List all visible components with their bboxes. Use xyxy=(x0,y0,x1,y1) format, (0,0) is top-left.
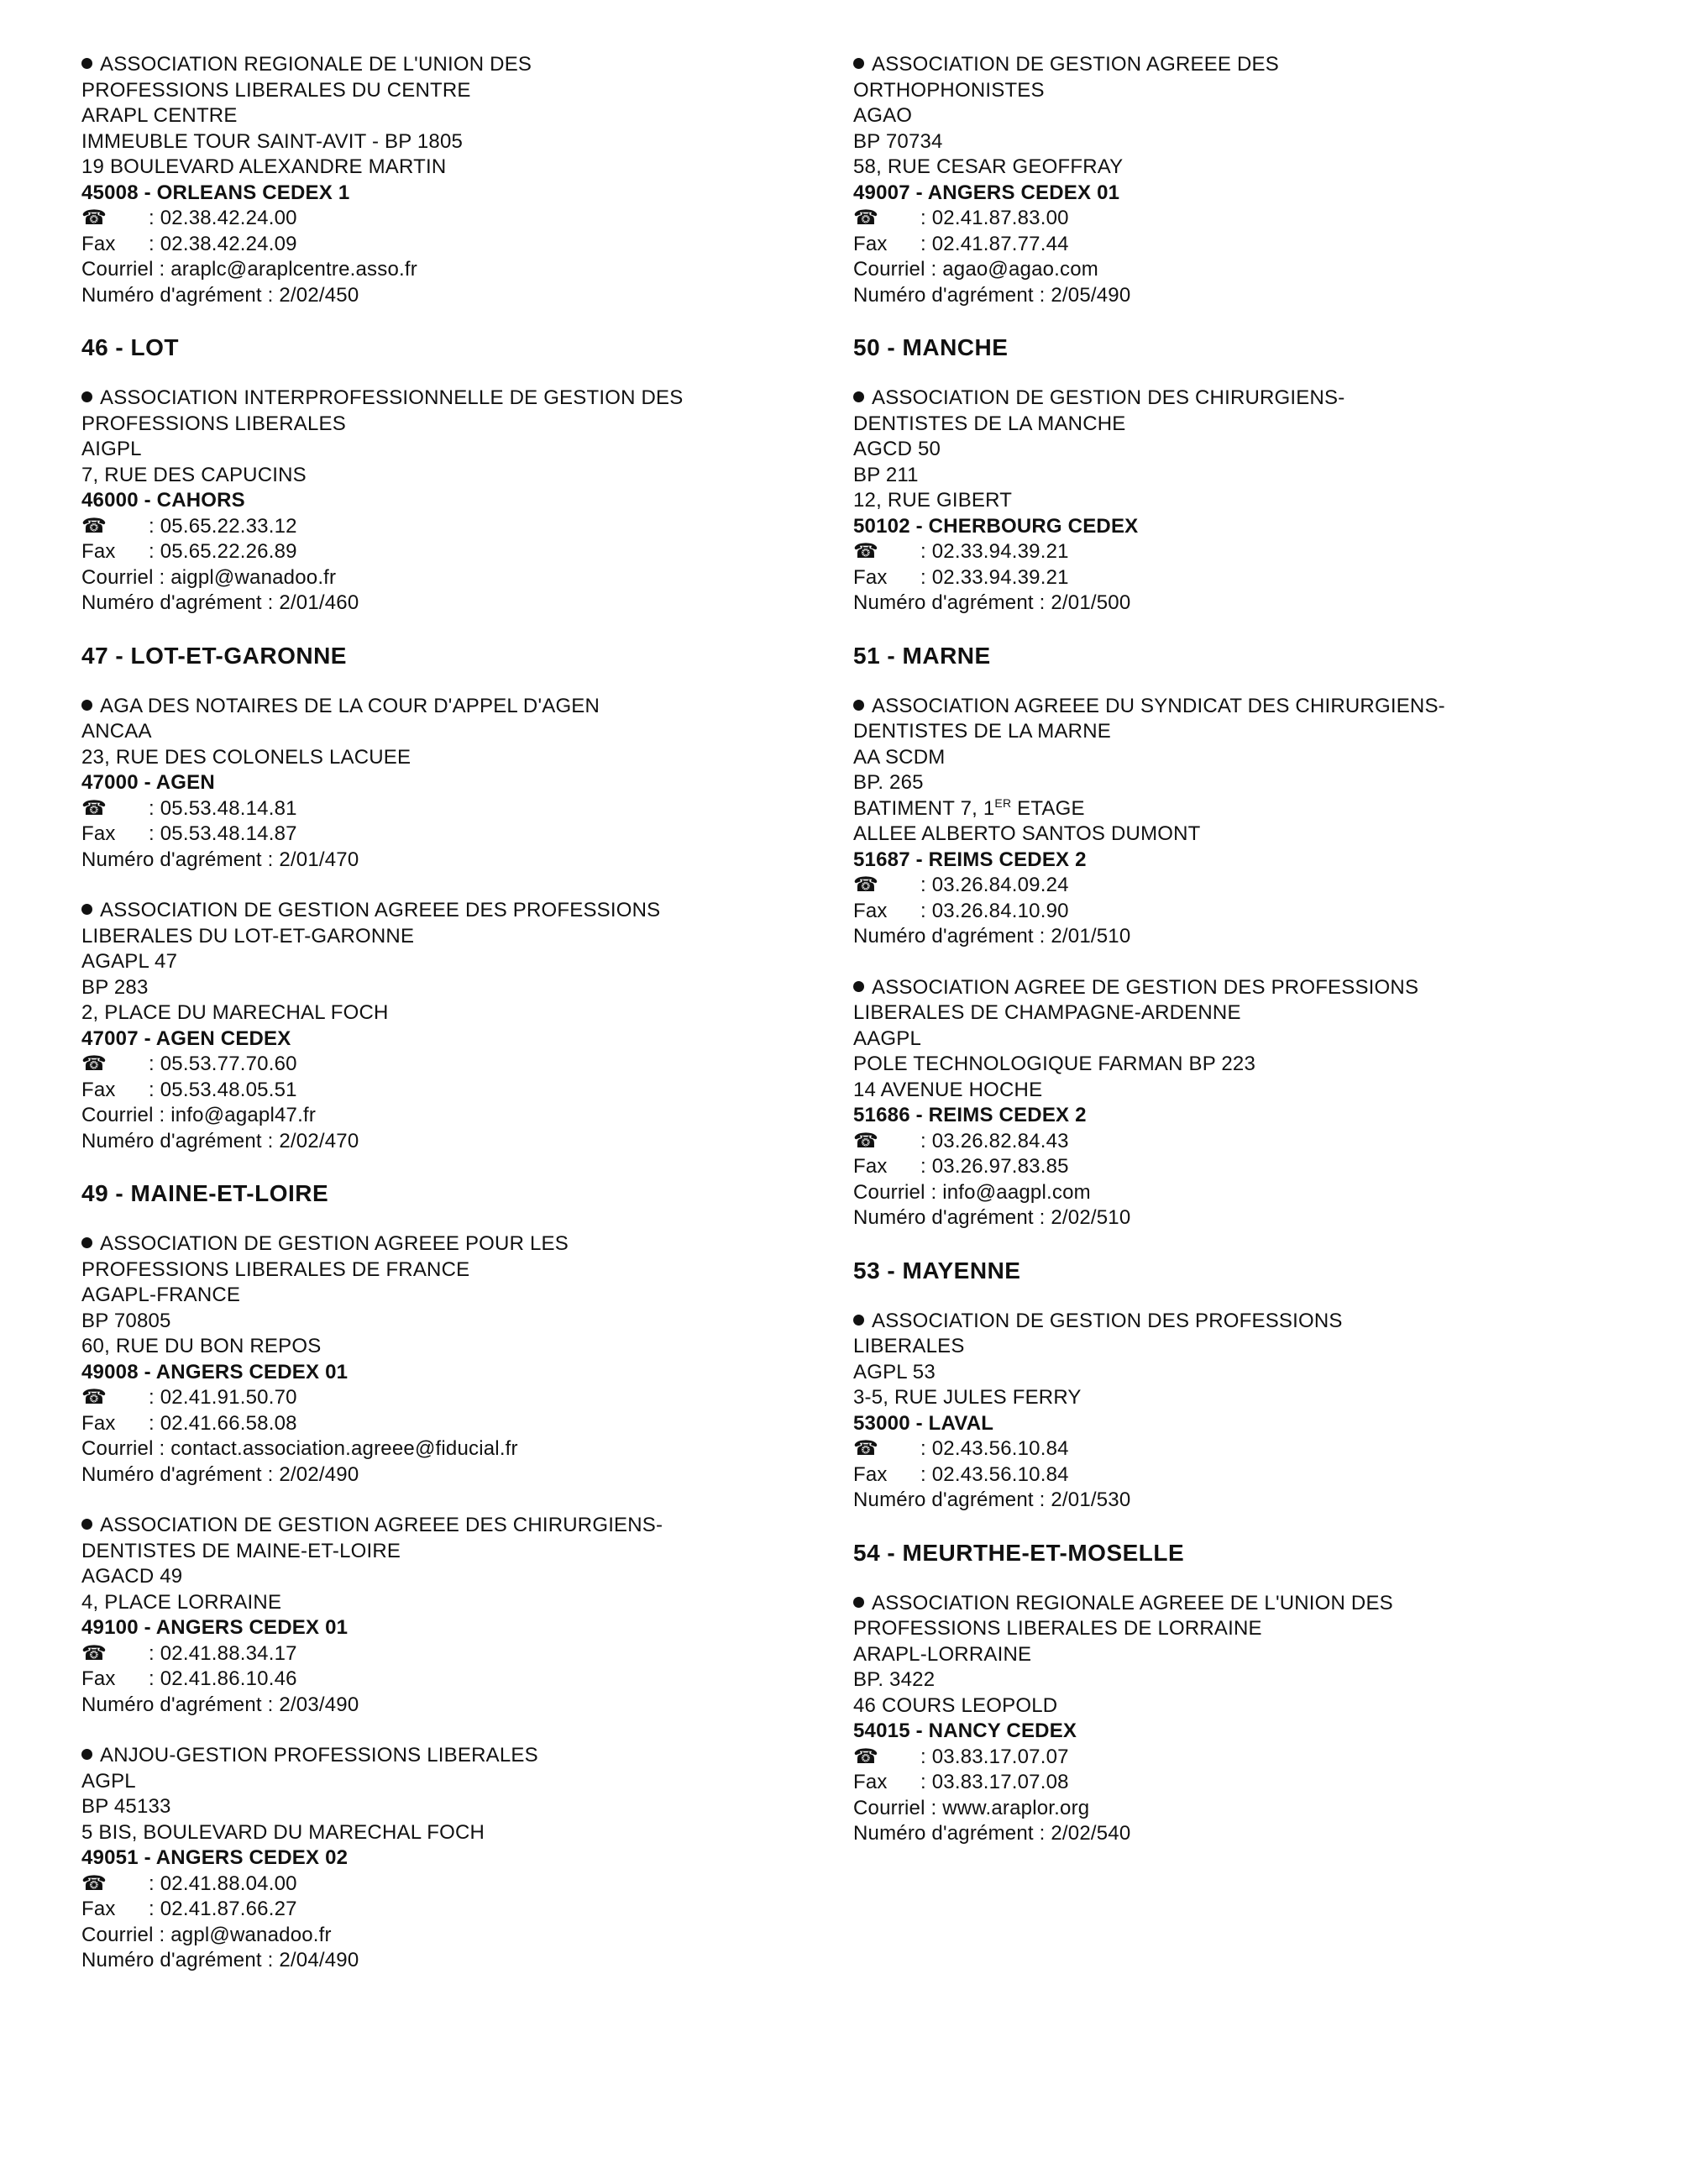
entry-name-line xyxy=(853,1334,1609,1360)
fax-number: : 02.41.66.58.08 xyxy=(149,1411,297,1435)
telephone-icon: ☎ xyxy=(81,1053,107,1075)
entry-name-line xyxy=(81,412,820,438)
address-line: ANCAA xyxy=(81,720,152,743)
fax-label: Fax xyxy=(81,232,116,255)
fax-line xyxy=(81,1078,820,1104)
agrement-line: Numéro d'agrément : 2/05/490 xyxy=(853,283,1131,307)
bullet-icon xyxy=(81,904,92,915)
bullet-icon xyxy=(853,700,864,711)
address-line: AGCD 50 xyxy=(853,438,941,460)
entry-name-text: ANJOU-GESTION PROFESSIONS LIBERALES xyxy=(100,1744,538,1767)
fax-number: : 02.38.42.24.09 xyxy=(149,232,297,255)
fax-line xyxy=(853,899,1609,925)
address-line: BP 70805 xyxy=(81,1309,171,1332)
entry-name-text: PROFESSIONS LIBERALES DE LORRAINE xyxy=(853,1617,1262,1640)
phone-number: : 02.43.56.10.84 xyxy=(920,1437,1069,1460)
directory-entry xyxy=(81,898,820,1154)
entry-name-text: PROFESSIONS LIBERALES DE FRANCE xyxy=(81,1257,470,1281)
address-text: ETAGE xyxy=(1011,796,1085,820)
agrement-line: Numéro d'agrément : 2/01/530 xyxy=(853,1488,1131,1511)
postal-city: 53000 - LAVAL xyxy=(853,1411,994,1435)
directory-entry xyxy=(853,52,1609,308)
entry-name-line xyxy=(853,1616,1609,1642)
address-line: 3-5, RUE JULES FERRY xyxy=(853,1386,1082,1409)
phone-number: : 02.41.91.50.70 xyxy=(149,1386,297,1409)
fax-label: Fax xyxy=(81,1078,116,1101)
fax-label: Fax xyxy=(81,1411,116,1435)
postal-city: 46000 - CAHORS xyxy=(81,489,245,512)
fax-label: Fax xyxy=(853,232,888,255)
fax-number: : 02.43.56.10.84 xyxy=(920,1462,1069,1486)
address-line: ARAPL CENTRE xyxy=(81,104,238,127)
fax-number: : 02.41.87.77.44 xyxy=(920,232,1069,255)
postal-city: 49008 - ANGERS CEDEX 01 xyxy=(81,1360,349,1383)
phone-number: : 02.41.88.34.17 xyxy=(149,1641,297,1665)
entry-name-text: ASSOCIATION REGIONALE DE L'UNION DES xyxy=(100,53,532,76)
fax-line xyxy=(81,1667,820,1693)
address-line: BP 45133 xyxy=(81,1795,171,1818)
entry-name-text: ASSOCIATION REGIONALE AGREEE DE L'UNION DES xyxy=(872,1591,1393,1614)
entry-name-text: ASSOCIATION DE GESTION DES PROFESSIONS xyxy=(872,1309,1343,1332)
entry-name-line xyxy=(81,1231,820,1257)
entry-name-line xyxy=(81,898,820,924)
entry-name-text: AGA DES NOTAIRES DE LA COUR D'APPEL D'AGEN xyxy=(100,694,600,717)
phone-line xyxy=(853,873,1609,899)
directory-entry xyxy=(853,1309,1609,1514)
entry-name-text: ASSOCIATION DE GESTION AGREEE DES xyxy=(872,53,1279,76)
telephone-icon: ☎ xyxy=(853,1745,879,1768)
entry-name-text: ASSOCIATION DE GESTION AGREEE DES PROFESSIONS xyxy=(100,899,661,921)
left-column xyxy=(81,52,820,1999)
bullet-icon xyxy=(853,1597,864,1608)
phone-line xyxy=(853,1436,1609,1462)
bullet-icon xyxy=(853,981,864,992)
section-title: 46 - LOT xyxy=(81,334,180,360)
telephone-icon: ☎ xyxy=(81,207,107,229)
address-line xyxy=(853,796,1609,822)
agrement-line: Numéro d'agrément : 2/03/490 xyxy=(81,1693,359,1716)
agrement-line: Numéro d'agrément : 2/02/450 xyxy=(81,283,359,307)
entry-name-text: DENTISTES DE LA MANCHE xyxy=(853,412,1126,435)
directory-entry xyxy=(853,386,1609,617)
entry-name-text: LIBERALES DE CHAMPAGNE-ARDENNE xyxy=(853,1001,1241,1024)
address-line: AA SCDM xyxy=(853,745,946,769)
entry-name-line xyxy=(853,1000,1609,1026)
fax-line xyxy=(853,1154,1609,1180)
address-line: BP 283 xyxy=(81,975,149,999)
phone-number: : 02.33.94.39.21 xyxy=(920,540,1069,563)
section-title: 53 - MAYENNE xyxy=(853,1257,1021,1284)
telephone-icon: ☎ xyxy=(853,1437,879,1460)
fax-line xyxy=(81,1411,820,1437)
address-line: 5 BIS, BOULEVARD DU MARECHAL FOCH xyxy=(81,1820,485,1844)
entry-name-line xyxy=(853,386,1609,412)
entry-name-text: ASSOCIATION AGREE DE GESTION DES PROFESSIONS xyxy=(872,975,1419,999)
telephone-icon: ☎ xyxy=(81,796,107,820)
fax-label: Fax xyxy=(81,1898,116,1920)
email-line: Courriel : agao@agao.com xyxy=(853,258,1098,281)
address-text: BATIMENT 7, 1 xyxy=(853,796,995,820)
phone-number: : 05.53.77.70.60 xyxy=(149,1053,297,1075)
phone-number: : 05.65.22.33.12 xyxy=(149,514,297,538)
telephone-icon: ☎ xyxy=(853,207,879,229)
fax-label: Fax xyxy=(853,899,888,922)
phone-line xyxy=(853,539,1609,565)
entry-name-line xyxy=(81,386,820,412)
entry-name-line xyxy=(81,78,820,104)
email-line: Courriel : contact.association.agreee@fiducial.fr xyxy=(81,1437,518,1460)
bullet-icon xyxy=(81,1237,92,1248)
address-line: AGPL xyxy=(81,1769,136,1793)
directory-entry xyxy=(81,386,820,617)
telephone-icon: ☎ xyxy=(81,1641,107,1665)
address-line: AGACD 49 xyxy=(81,1565,183,1588)
address-line: 19 BOULEVARD ALEXANDRE MARTIN xyxy=(81,155,447,178)
entry-name-line xyxy=(853,975,1609,1001)
address-line: 2, PLACE DU MARECHAL FOCH xyxy=(81,1001,389,1024)
address-line: AGAPL 47 xyxy=(81,950,178,973)
address-line: BP 211 xyxy=(853,463,919,486)
entry-name-text: LIBERALES xyxy=(853,1335,965,1357)
agrement-line: Numéro d'agrément : 2/02/510 xyxy=(853,1206,1131,1229)
agrement-line: Numéro d'agrément : 2/01/500 xyxy=(853,591,1131,614)
agrement-line: Numéro d'agrément : 2/04/490 xyxy=(81,1949,359,1971)
fax-number: : 05.53.48.05.51 xyxy=(149,1078,297,1101)
phone-line xyxy=(853,1745,1609,1771)
fax-label: Fax xyxy=(81,540,116,563)
entry-name-text: LIBERALES DU LOT-ET-GARONNE xyxy=(81,924,415,948)
postal-city: 50102 - CHERBOURG CEDEX xyxy=(853,514,1139,538)
postal-city: 51686 - REIMS CEDEX 2 xyxy=(853,1104,1087,1126)
phone-line xyxy=(81,796,820,822)
phone-number: : 03.26.84.09.24 xyxy=(920,874,1069,896)
phone-line xyxy=(81,1872,820,1898)
fax-label: Fax xyxy=(853,565,888,589)
bullet-icon xyxy=(853,1315,864,1326)
email-line: Courriel : araplc@araplcentre.asso.fr xyxy=(81,258,417,281)
fax-label: Fax xyxy=(853,1155,888,1178)
bullet-icon xyxy=(81,1749,92,1760)
address-line: ALLEE ALBERTO SANTOS DUMONT xyxy=(853,822,1201,845)
entry-name-line xyxy=(81,52,820,78)
fax-line xyxy=(81,1897,820,1923)
phone-number: : 03.26.82.84.43 xyxy=(920,1129,1069,1152)
fax-line xyxy=(853,1462,1609,1488)
address-line: BP 70734 xyxy=(853,129,943,153)
fax-number: : 03.83.17.07.08 xyxy=(920,1771,1069,1793)
address-line: AIGPL xyxy=(81,438,142,460)
email-line: Courriel : info@aagpl.com xyxy=(853,1180,1091,1204)
entry-name-line xyxy=(853,694,1609,720)
fax-label: Fax xyxy=(853,1771,888,1793)
agrement-line: Numéro d'agrément : 2/02/490 xyxy=(81,1462,359,1486)
entry-name-text: ASSOCIATION AGREEE DU SYNDICAT DES CHIRURGIENS- xyxy=(872,694,1445,717)
telephone-icon: ☎ xyxy=(853,874,879,896)
address-line: 14 AVENUE HOCHE xyxy=(853,1078,1043,1101)
entry-name-line xyxy=(81,694,820,720)
entry-name-text: DENTISTES DE LA MARNE xyxy=(853,720,1111,743)
postal-city: 54015 - NANCY CEDEX xyxy=(853,1719,1077,1742)
fax-number: : 03.26.97.83.85 xyxy=(920,1155,1069,1178)
fax-number: : 02.41.87.66.27 xyxy=(149,1898,297,1920)
agrement-line: Numéro d'agrément : 2/01/510 xyxy=(853,925,1131,948)
address-line: ARAPL-LORRAINE xyxy=(853,1642,1032,1666)
address-line: IMMEUBLE TOUR SAINT-AVIT - BP 1805 xyxy=(81,129,464,153)
fax-line xyxy=(853,1770,1609,1796)
section-title: 50 - MANCHE xyxy=(853,334,1009,360)
address-line: 7, RUE DES CAPUCINS xyxy=(81,463,307,486)
entry-name-text: PROFESSIONS LIBERALES xyxy=(81,412,346,435)
address-line: 23, RUE DES COLONELS LACUEE xyxy=(81,745,411,769)
phone-line xyxy=(81,1641,820,1667)
address-line: 12, RUE GIBERT xyxy=(853,489,1013,512)
address-line: BP. 3422 xyxy=(853,1668,936,1691)
entry-name-text: ASSOCIATION DE GESTION DES CHIRURGIENS- xyxy=(872,386,1345,409)
directory-entry xyxy=(853,694,1609,950)
fax-label: Fax xyxy=(81,1667,116,1690)
entry-name-line xyxy=(853,412,1609,438)
entry-name-line xyxy=(81,1743,820,1769)
entry-name-line xyxy=(81,1513,820,1539)
telephone-icon: ☎ xyxy=(81,514,107,538)
postal-city: 49100 - ANGERS CEDEX 01 xyxy=(81,1616,349,1639)
entry-name-text: ASSOCIATION DE GESTION AGREEE DES CHIRURGIENS- xyxy=(100,1514,663,1536)
postal-city: 49051 - ANGERS CEDEX 02 xyxy=(81,1846,349,1869)
postal-city: 47000 - AGEN xyxy=(81,771,215,794)
postal-city: 45008 - ORLEANS CEDEX 1 xyxy=(81,181,350,204)
phone-number: : 02.41.87.83.00 xyxy=(920,207,1069,229)
entry-name-line xyxy=(853,78,1609,104)
telephone-icon: ☎ xyxy=(853,1129,879,1152)
email-line: Courriel : www.araplor.org xyxy=(853,1796,1090,1819)
section-title: 54 - MEURTHE-ET-MOSELLE xyxy=(853,1539,1185,1566)
fax-number: : 05.53.48.14.87 xyxy=(149,822,297,845)
email-line: Courriel : agpl@wanadoo.fr xyxy=(81,1923,332,1946)
phone-number: : 02.38.42.24.00 xyxy=(149,207,297,229)
address-line: AGAPL-FRANCE xyxy=(81,1284,241,1306)
directory-entry xyxy=(81,1743,820,1974)
fax-line xyxy=(853,565,1609,591)
superscript-text: ER xyxy=(994,795,1012,810)
section-title: 49 - MAINE-ET-LOIRE xyxy=(81,1180,329,1206)
entry-name-line xyxy=(853,1309,1609,1335)
agrement-line: Numéro d'agrément : 2/01/470 xyxy=(81,848,359,871)
fax-number: : 02.41.86.10.46 xyxy=(149,1667,297,1690)
phone-line xyxy=(81,206,820,232)
entry-name-line xyxy=(853,719,1609,745)
phone-line xyxy=(81,514,820,540)
phone-line xyxy=(853,206,1609,232)
fax-line xyxy=(853,232,1609,258)
entry-name-text: DENTISTES DE MAINE-ET-LOIRE xyxy=(81,1539,401,1562)
phone-line xyxy=(853,1129,1609,1155)
bullet-icon xyxy=(81,700,92,711)
telephone-icon: ☎ xyxy=(81,1872,107,1895)
right-column xyxy=(853,52,1609,1872)
postal-city: 51687 - REIMS CEDEX 2 xyxy=(853,848,1087,871)
entry-name-line xyxy=(853,1591,1609,1617)
fax-label: Fax xyxy=(853,1462,888,1486)
fax-label: Fax xyxy=(81,822,116,845)
email-line: Courriel : aigpl@wanadoo.fr xyxy=(81,565,337,589)
agrement-line: Numéro d'agrément : 2/02/540 xyxy=(853,1822,1131,1845)
fax-number: : 03.26.84.10.90 xyxy=(920,899,1069,922)
bullet-icon xyxy=(853,391,864,402)
fax-number: : 05.65.22.26.89 xyxy=(149,540,297,563)
phone-line xyxy=(81,1052,820,1078)
email-line: Courriel : info@agapl47.fr xyxy=(81,1104,317,1126)
address-line: AGPL 53 xyxy=(853,1360,936,1383)
postal-city: 47007 - AGEN CEDEX xyxy=(81,1026,291,1050)
address-line: 58, RUE CESAR GEOFFRAY xyxy=(853,155,1124,178)
fax-line xyxy=(81,232,820,258)
entry-name-text: PROFESSIONS LIBERALES DU CENTRE xyxy=(81,78,471,102)
bullet-icon xyxy=(81,1519,92,1530)
section-title: 47 - LOT-ET-GARONNE xyxy=(81,642,347,669)
agrement-line: Numéro d'agrément : 2/01/460 xyxy=(81,591,359,614)
entry-name-line xyxy=(853,52,1609,78)
directory-entry xyxy=(81,694,820,874)
address-line: AGAO xyxy=(853,104,913,127)
phone-number: : 02.41.88.04.00 xyxy=(149,1872,297,1895)
section-title: 51 - MARNE xyxy=(853,642,991,669)
bullet-icon xyxy=(81,58,92,69)
telephone-icon: ☎ xyxy=(81,1386,107,1409)
entry-name-line xyxy=(81,1257,820,1284)
entry-name-text: ORTHOPHONISTES xyxy=(853,78,1045,102)
agrement-line: Numéro d'agrément : 2/02/470 xyxy=(81,1129,359,1152)
entry-name-text: ASSOCIATION INTERPROFESSIONNELLE DE GESTION DES xyxy=(100,386,684,409)
address-line: 4, PLACE LORRAINE xyxy=(81,1590,282,1614)
phone-number: : 03.83.17.07.07 xyxy=(920,1745,1069,1768)
directory-entry xyxy=(853,1591,1609,1847)
entry-name-line xyxy=(81,1539,820,1565)
directory-entry xyxy=(81,1231,820,1488)
fax-line xyxy=(81,539,820,565)
address-line: AAGPL xyxy=(853,1026,922,1050)
telephone-icon: ☎ xyxy=(853,540,879,563)
entry-name-text: ASSOCIATION DE GESTION AGREEE POUR LES xyxy=(100,1232,569,1255)
entry-name-line xyxy=(81,924,820,950)
bullet-icon xyxy=(853,58,864,69)
address-line: 46 COURS LEOPOLD xyxy=(853,1693,1058,1717)
address-line: POLE TECHNOLOGIQUE FARMAN BP 223 xyxy=(853,1053,1255,1075)
directory-entry xyxy=(81,1513,820,1718)
fax-line xyxy=(81,822,820,848)
postal-city: 49007 - ANGERS CEDEX 01 xyxy=(853,181,1120,204)
directory-entry xyxy=(81,52,820,308)
phone-line xyxy=(81,1385,820,1411)
phone-number: : 05.53.48.14.81 xyxy=(149,796,297,820)
address-line: 60, RUE DU BON REPOS xyxy=(81,1335,322,1357)
bullet-icon xyxy=(81,391,92,402)
address-line: BP. 265 xyxy=(853,771,924,794)
directory-entry xyxy=(853,975,1609,1231)
fax-number: : 02.33.94.39.21 xyxy=(920,565,1069,589)
